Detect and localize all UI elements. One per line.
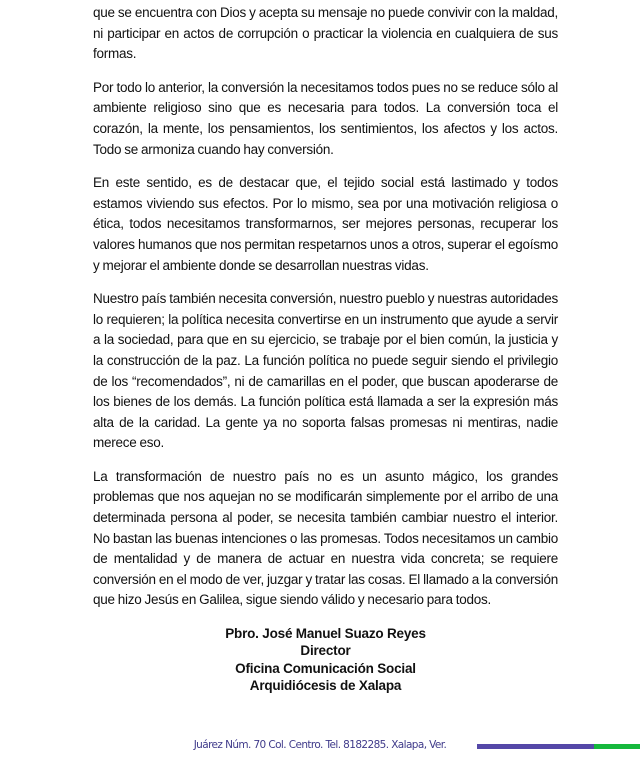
paragraph: En este sentido, es de destacar que, el tejido social está lastimado y todos estamos viviendo sus efectos. Por lo mismo, sea por una motivación religiosa o ética, todos necesitamos transformarnos, ser mejores personas, recuperar los valores humanos que nos permitan respetarnos unos a otros, superar el egoísmo y mejorar el ambiente donde se desarrollan nuestras vidas. <box>93 175 558 273</box>
paragraph: La transformación de nuestro país no es un asunto mágico, los grandes problemas que nos aquejan no se modificarán simplemente por el arribo de una determinada persona al poder, se necesita también cambiar nuestro el interior. No bastan las buenas intenciones o las promesas. Todos necesitamos un cambio de mentalidad y de manera de actuar en nuestra vida concreta; se requiere conversión en el modo de ver, juzgar y tratar las cosas. El llamado a la conversión que hizo Jesús en Galilea, sigue siendo válido y necesario para todos. <box>93 468 558 608</box>
signature-name: Pbro. José Manuel Suazo Reyes <box>225 626 426 642</box>
footer-bar-green <box>594 744 640 749</box>
signature-role: Director <box>300 643 351 659</box>
page-footer <box>0 735 640 775</box>
document-body <box>93 0 558 695</box>
signature-organization: Arquidiócesis de Xalapa <box>249 678 402 694</box>
paragraph: Nuestro país también necesita conversión, nuestro pueblo y nuestras autoridades lo requieren; la política necesita convertirse en un instrumento que ayude a servir a la sociedad, para que en su ejercicio, se trabaje por el bien común, la justicia y la construcción de la paz. La función política no puede seguir siendo el privilegio de los “recomendados”, ni de camarillas en el poder, que buscan apoderarse de los bienes de los demás. La función política está llamada a ser la expresión más alta de la caridad. La gente ya no soporta falsas promesas ni mentiras, nadie merece eso. <box>93 291 558 451</box>
footer-bar-purple <box>477 744 594 749</box>
footer-address: Juárez Núm. 70 Col. Centro. Tel. 8182285. Xalapa, Ver. <box>193 738 447 751</box>
signature-office: Oficina Comunicación Social <box>235 660 416 676</box>
paragraph: Por todo lo anterior, la conversión la necesitamos todos pues no se reduce sólo al ambiente religioso sino que es necesaria para todos. La conversión toca el corazón, la mente, los pensamientos, los sentimientos, los afectos y los actos. Todo se armoniza cuando hay conversión. <box>93 79 558 157</box>
paragraph: que se encuentra con Dios y acepta su mensaje no puede convivir con la maldad, ni participar en actos de corrupción o practicar la violencia en cualquiera de sus formas. <box>93 5 558 62</box>
signature-block <box>93 625 558 695</box>
